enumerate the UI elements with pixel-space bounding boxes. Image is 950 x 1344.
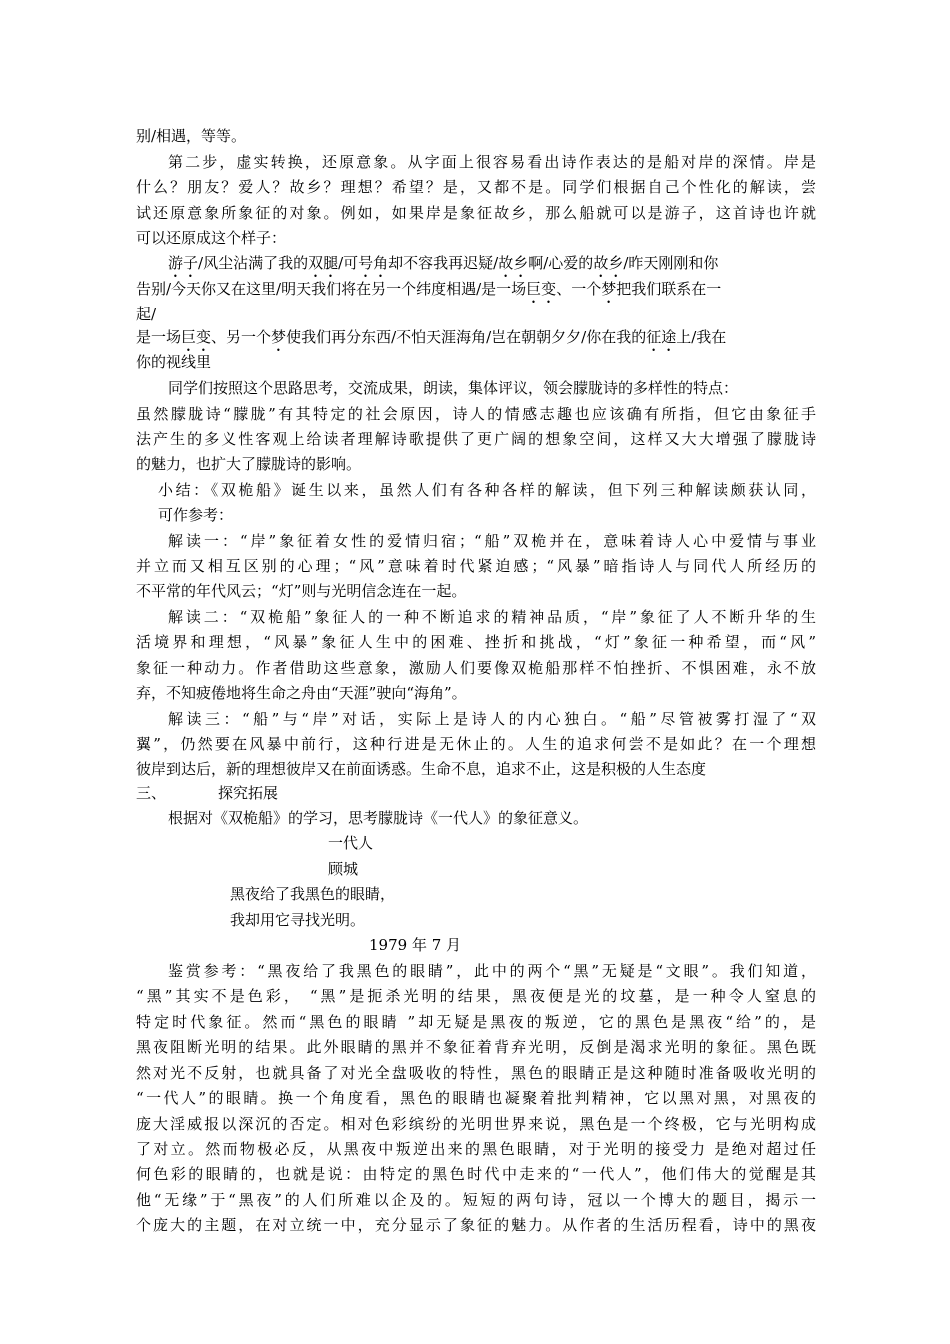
text-line: 翼”，仍然要在风暴中前行，这种行进是无休止的。人生的追求何尝不是如此？在一个理想: [136, 735, 816, 753]
emphasized-word: 梦: [601, 280, 617, 298]
poem-date: 1979 年 7 月: [369, 936, 462, 954]
text-line: 然对光不反射，也就具备了对光全盘吸收的特性，黑色的眼睛正是这种随时准备吸收光明的: [136, 1064, 816, 1082]
emphasized-word: 梦: [271, 328, 287, 346]
poem-line: 黑夜给了我黑色的眼睛，: [230, 885, 396, 903]
emphasized-word: 故乡: [593, 254, 624, 272]
poem-title: 一代人: [328, 834, 374, 852]
poem-text: 、一个: [556, 280, 602, 298]
text-line: 了对立。然而物极必反，从黑夜中叛逆出来的黑色眼睛，对于光明的接受力 是绝对超过任: [136, 1140, 816, 1158]
rewritten-poem-line: 起/: [136, 305, 157, 323]
text-line: 庞大淫威报以深沉的否定。相对色彩缤纷的光明世界来说，黑色是一个终极，它与光明构成: [136, 1115, 816, 1133]
paragraph-step-two: 第二步，虚实转换，还原意象。从字面上很容易看出诗作表达的是船对岸的深情。岸是: [168, 153, 816, 171]
emphasized-word: 故乡: [498, 254, 529, 272]
poem-text: 啊/心爱的: [528, 254, 594, 272]
text-line: 可以还原成这个样子：: [136, 229, 287, 247]
text-line: “黑”其实不是色彩， “黑”是扼杀光明的结果，黑夜便是光的坟墓，是一种令人窒息的: [136, 987, 816, 1005]
text-line: 可作参考：: [158, 506, 234, 524]
rewritten-poem-line: [136, 325, 726, 349]
text-line: 黑夜阻断光明的结果。此外眼睛的黑并不象征着背弃光明，反倒是渴求光明的象征。黑色既: [136, 1038, 816, 1056]
interpretation-three: 解读三：“船”与“岸”对话，实际上是诗人的内心独白。“船”尽管被雾打湿了“双: [168, 710, 816, 728]
text-line: 的魅力，也扩大了朦胧诗的影响。: [136, 455, 362, 473]
appreciation-paragraph: 鉴赏参考：“黑夜给了我黑色的眼睛”，此中的两个“黑”无疑是“文眼”。我们知道，: [168, 962, 816, 980]
text-line: 他“无缘”于“黑夜”的人们所难以企及的。短短的两句诗，冠以一个博大的题目，揭示一: [136, 1191, 816, 1209]
paragraph-discussion: 同学们按照这个思路思考，交流成果，朗读，集体评议，领会朦胧诗的多样性的特点：: [168, 379, 739, 397]
poem-text: 是一场: [136, 328, 182, 346]
rewritten-poem-line: 你的视线里: [136, 353, 212, 371]
text-line: 特定时代象征。然而“黑色的眼睛 ”却无疑是黑夜的叛逆，它的黑色是黑夜“给”的，是: [136, 1013, 816, 1031]
text-line: 并立而又相互区别的心理；“风”意味着时代紧迫感；“风暴”暗指诗人与同代人所经历的: [136, 557, 816, 575]
poem-text: 使我们再分东西/不怕天涯海角/岂在朝朝夕夕/你在我的: [286, 328, 647, 346]
section-heading: 探究拓展: [218, 784, 279, 802]
poem-author: 顾城: [328, 860, 359, 878]
text-line: 弃，不知疲倦地将生命之舟由“天涯”驶向“海角”。: [136, 684, 467, 702]
emphasized-word: 游子: [168, 254, 199, 272]
poem-text: 告别/今天你又在这里/明天我们将在另一个纬度相遇/是一场: [136, 280, 527, 298]
text-line: 象征一种动力。作者借助这些意象，激励人们要像双桅船那样不怕挫折、不惧困难，永不放: [136, 659, 816, 677]
poem-text: 上/我在: [676, 328, 727, 346]
text-line: 法产生的多义性客观上给读者理解诗歌提供了更广阔的想象空间，这样又大大增强了朦胧诗: [136, 430, 816, 448]
emphasized-word: 双腿: [308, 254, 339, 272]
text-line: 活境界和理想，“风暴”象征人生中的困难、挫折和挑战，“灯”象征一种希望，而“风”: [136, 633, 816, 651]
poem-text: /昨天刚刚和你: [623, 254, 719, 272]
assignment-text: 根据对《双桅船》的学习，思考朦胧诗《一代人》的象征意义。: [168, 809, 589, 827]
emphasized-word: 巨变: [181, 328, 212, 346]
text-line: 什么？朋友？爱人？故乡？理想？希望？是，又都不是。同学们根据自己个性化的解读，尝: [136, 178, 816, 196]
poem-text: 把我们联系在一: [616, 280, 722, 298]
emphasized-word: 巨变: [526, 280, 557, 298]
rewritten-poem-line: [168, 251, 718, 275]
text-line: 何色彩的眼睛的，也就是说：由特定的黑色时代中走来的“一代人”，他们伟大的觉醒是其: [136, 1165, 816, 1183]
text-line: 不平常的年代风云；“灯”则与光明信念连在一起。: [136, 582, 467, 600]
poem-text: 却不容我再迟疑/: [388, 254, 499, 272]
poem-text: 、另一个: [211, 328, 272, 346]
text-line: 彼岸到达后，新的理想彼岸又在前面诱惑。生命不息，追求不止，这是积极的人生态度: [136, 760, 707, 778]
section-number: 三、: [136, 784, 167, 802]
text-line: 试还原意象所象征的对象。例如，如果岸是象征故乡，那么船就可以是游子，这首诗也许就: [136, 204, 816, 222]
text-line: “一代人”的眼睛。换一个角度看，黑色的眼睛也凝聚着批判精神，它以黑对黑，对黑夜的: [136, 1089, 816, 1107]
poem-text: /风尘沾满了我的: [198, 254, 309, 272]
emphasized-word: 征途: [646, 328, 677, 346]
text-line: 个庞大的主题，在对立统一中，充分显示了象征的魅力。从作者的生活历程看，诗中的黑夜: [136, 1216, 816, 1234]
poem-line: 我却用它寻找光明。: [230, 911, 366, 929]
text-line: 别/相遇，等等。: [136, 127, 247, 145]
summary-paragraph: 小结：《双桅船》诞生以来，虽然人们有各种各样的解读，但下列三种解读颇获认同，: [158, 481, 816, 499]
interpretation-two: 解读二：“双桅船”象征人的一种不断追求的精神品质，“岸”象征了人不断升华的生: [168, 608, 816, 626]
rewritten-poem-line: [136, 277, 721, 301]
interpretation-one: 解读一：“岸”象征着女性的爱情归宿；“船”双桅并在，意味着诗人心中爱情与事业: [168, 532, 816, 550]
text-line: 虽然朦胧诗“朦胧”有其特定的社会原因，诗人的情感志趣也应该确有所指，但它由象征手: [136, 405, 816, 423]
emphasized-word: 号角: [358, 254, 389, 272]
poem-text: /可: [338, 254, 359, 272]
